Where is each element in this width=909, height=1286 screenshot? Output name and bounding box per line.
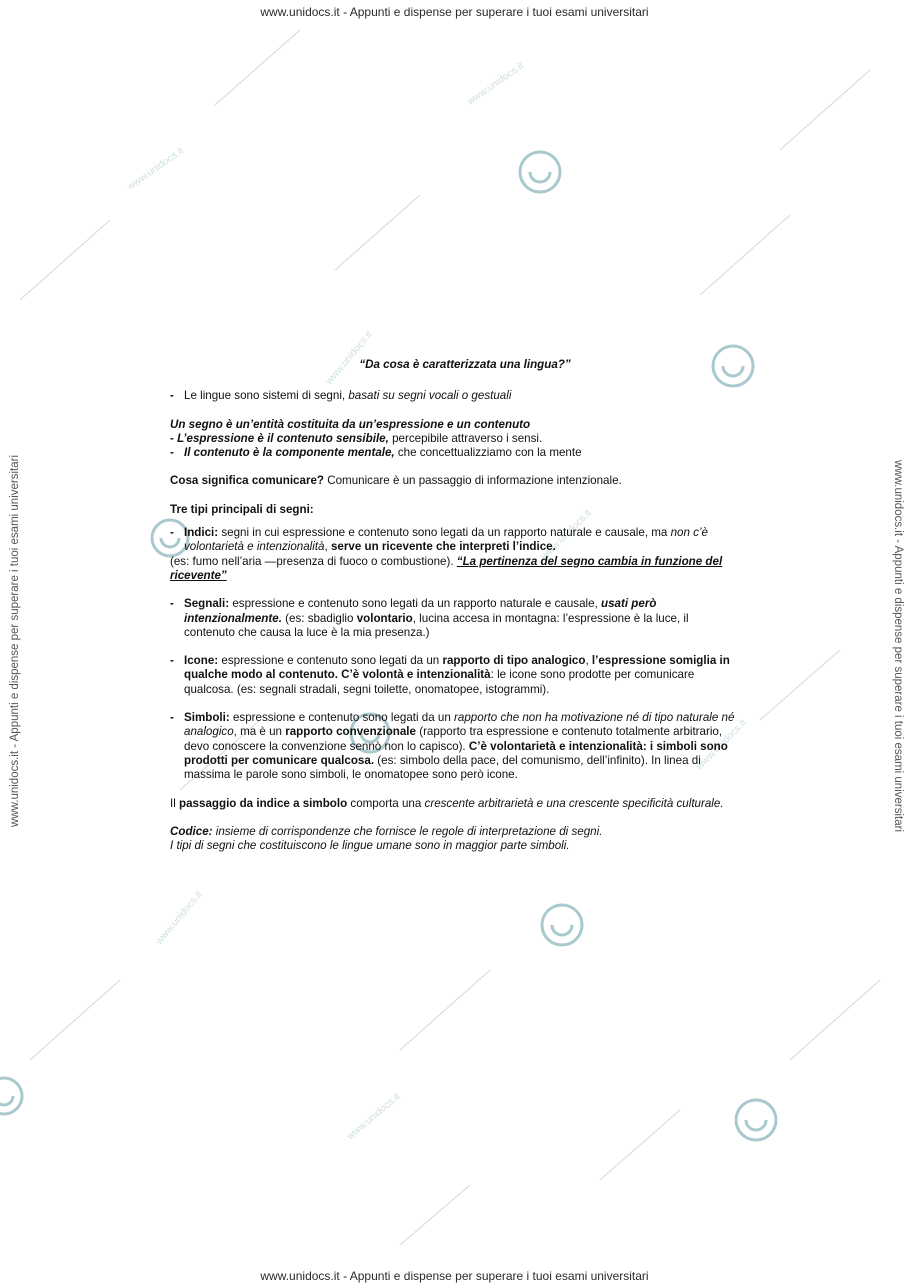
indici-example: (es: fumo nell’aria —presenza di fuoco o combustione).	[170, 554, 457, 568]
indici-quote: “La pertinenza del segno cambia in funzione del ricevente”	[170, 554, 723, 582]
intro-italic: basati su segni vocali o gestuali	[348, 389, 512, 403]
contenuto-dash: -	[170, 446, 174, 460]
contenuto-line	[170, 446, 740, 460]
indici-label: Indici:	[184, 526, 219, 540]
simboli-bold-2: C’è volontarietà e intenzionalità: i simboli sono prodotti per comunicare qualcosa.	[184, 739, 728, 767]
icone-bold-1: rapporto di tipo analogico	[442, 654, 586, 668]
svg-text:www.unidocs.it: www.unidocs.it	[694, 717, 749, 773]
document-body	[170, 358, 740, 853]
simboli-text: espressione e contenuto sono legati da un	[229, 711, 455, 725]
passaggio-line	[170, 797, 740, 811]
svg-text:www.unidocs.it: www.unidocs.it	[344, 1091, 403, 1143]
simboli-sep: , ma è un	[233, 725, 286, 739]
intro-line	[170, 389, 740, 403]
intro-dash: -	[170, 389, 174, 403]
tipi-heading: Tre tipi principali di segni:	[170, 502, 314, 516]
icone-text: espressione e contenuto sono legati da un	[218, 654, 443, 668]
segnali-rest: , lucina accesa in montagna: l’espressione è la luce, il contenuto che causa la luce è la mia presenza.)	[184, 611, 689, 639]
codice-line-2: I tipi di segni che costituiscono le lingue umane sono in maggior parte simboli.	[170, 839, 570, 853]
indici-text: segni in cui espressione e contenuto sono legati da un rapporto naturale e causale, ma	[218, 526, 671, 540]
indici-block	[170, 526, 740, 583]
header-banner: www.unidocs.it - Appunti e dispense per superare i tuoi esami universitari	[260, 5, 649, 19]
simboli-rest: (es: simbolo della pace, del comunismo, dell’infinito). In linea di massima le parole sono simboli, le onomatopee sono però icone.	[184, 753, 701, 782]
indici-italic: non c’è volontarietà e intenzionalità	[184, 526, 708, 554]
indici-dash: -	[170, 526, 174, 540]
segnali-label: Segnali:	[184, 597, 230, 611]
svg-text:www.unidocs.it: www.unidocs.it	[465, 60, 526, 108]
passaggio-bold: passaggio da indice a simbolo	[179, 796, 348, 810]
comunicare-question: Cosa significa comunicare?	[170, 474, 324, 488]
espressione-rest: percepibile attraverso i sensi.	[388, 431, 543, 445]
segnali-block	[170, 597, 740, 640]
contenuto-bold: Il contenuto è la componente mentale,	[184, 446, 395, 460]
segnali-example: (es: sbadiglio	[281, 611, 357, 625]
segno-heading: Un segno è un’entità costituita da un’espressione e un contenuto	[170, 417, 531, 431]
icone-label: Icone:	[184, 654, 219, 668]
contenuto-rest: che concettualizziamo con la mente	[394, 446, 582, 460]
segnali-text: espressione e contenuto sono legati da un rapporto naturale e causale,	[229, 597, 602, 611]
simboli-paren: (rapporto tra espressione e contenuto totalmente arbitrario, devo conoscere la convenzione sennò non lo capisco).	[184, 725, 723, 753]
svg-text:www.unidocs.it: www.unidocs.it	[153, 889, 205, 947]
intro-text: Le lingue sono sistemi di segni,	[184, 389, 349, 403]
icone-sep: ,	[585, 654, 592, 668]
codice-label: Codice:	[170, 824, 213, 838]
codice-line	[170, 825, 740, 839]
icone-dash: -	[170, 654, 174, 668]
svg-text:www.unidocs.it: www.unidocs.it	[323, 329, 375, 387]
footer-banner: www.unidocs.it - Appunti e dispense per superare i tuoi esami universitari	[260, 1269, 649, 1283]
left-side-banner: www.unidocs.it - Appunti e dispense per superare i tuoi esami universitari	[9, 454, 21, 828]
segnali-bold: volontario	[356, 611, 413, 625]
indici-bold: serve un ricevente che interpreti l’indice.	[330, 540, 556, 554]
comunicare-line	[170, 474, 740, 488]
passaggio-text-1: Il	[170, 796, 180, 810]
comunicare-answer: Comunicare è un passaggio di informazione intenzionale.	[324, 474, 622, 488]
codice-definition: insieme di corrispondenze che fornisce le regole di interpretazione di segni.	[212, 824, 603, 838]
simboli-italic: rapporto che non ha motivazione né di tipo naturale né analogico	[184, 711, 735, 739]
svg-text:www.unidocs.it: www.unidocs.it	[125, 145, 186, 193]
document-title: “Da cosa è caratterizzata una lingua?”	[359, 358, 571, 371]
simboli-dash: -	[170, 711, 174, 725]
right-side-banner: www.unidocs.it - Appunti e dispense per superare i tuoi esami universitari	[892, 459, 904, 833]
segnali-bold-italic: usati però intenzionalmente.	[184, 597, 657, 625]
espressione-line	[170, 432, 740, 446]
segnali-dash: -	[170, 597, 174, 611]
passaggio-italic: crescente arbitrarietà e una crescente specificità culturale.	[424, 796, 724, 810]
simboli-label: Simboli:	[184, 711, 230, 725]
icone-block	[170, 654, 740, 697]
passaggio-text-2: comporta una	[347, 796, 425, 810]
icone-bold-2: l’espressione somiglia in qualche modo al contenuto. C’è volontà e intenzionalità	[184, 654, 730, 682]
svg-text:www.unidocs.it: www.unidocs.it	[539, 507, 594, 563]
simboli-bold-1: rapporto convenzionale	[285, 725, 416, 739]
icone-rest: : le icone sono prodotte per comunicare qualcosa. (es: segnali stradali, segni toilette, onomatopee, istogrammi).	[184, 668, 695, 696]
espressione-bold: - L’espressione è il contenuto sensibile,	[170, 431, 389, 445]
indici-sep: ,	[324, 540, 331, 554]
simboli-block	[170, 711, 740, 782]
